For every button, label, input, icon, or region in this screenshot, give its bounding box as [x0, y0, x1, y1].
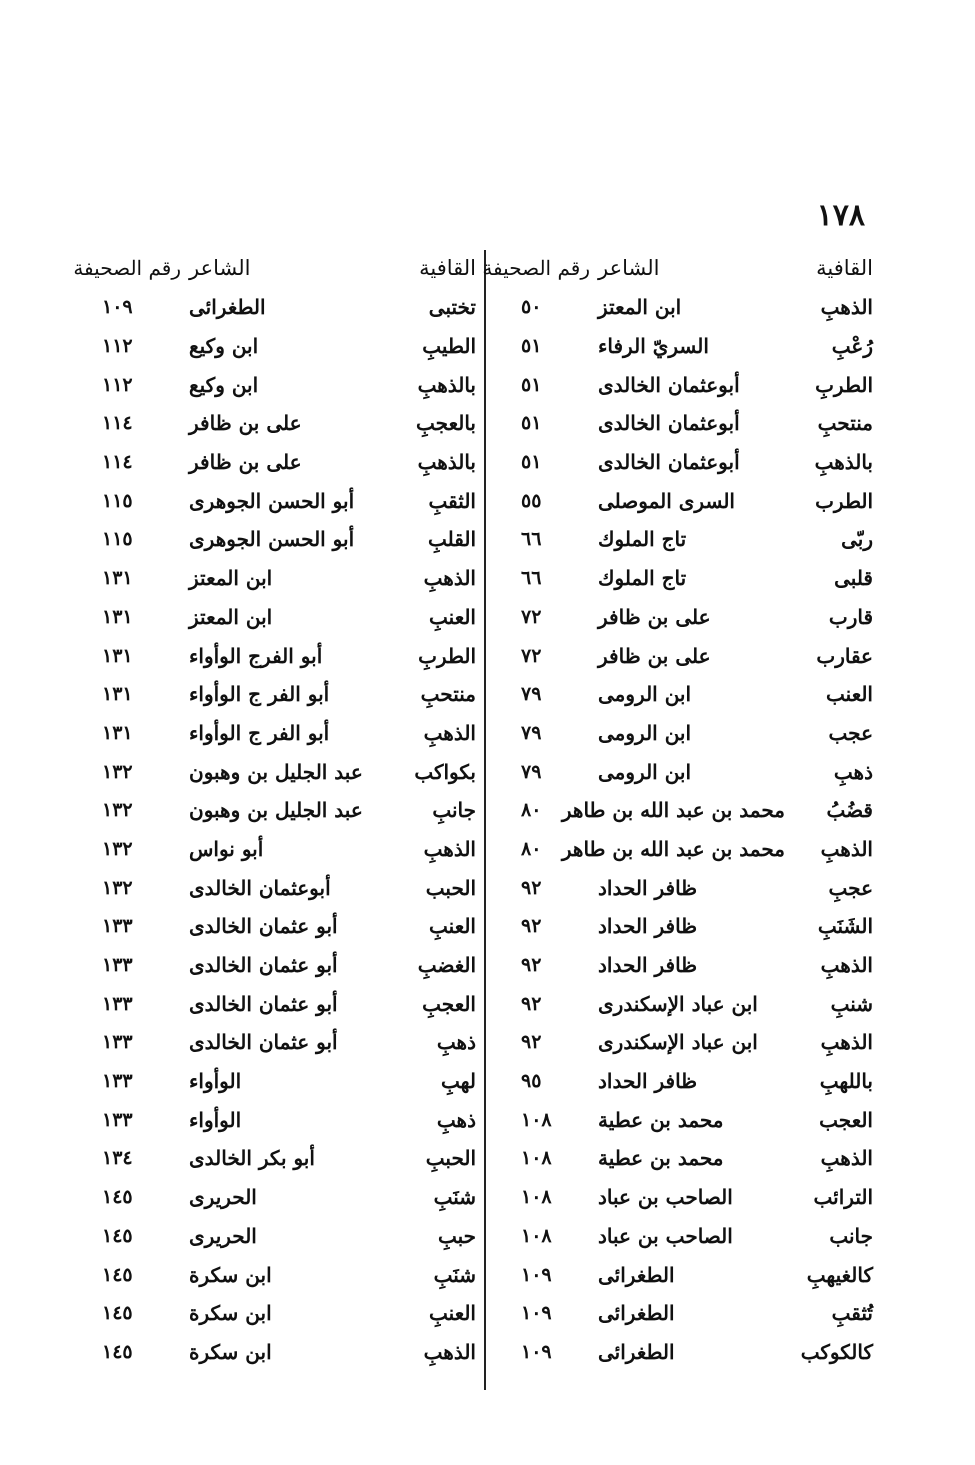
table-row — [82, 675, 476, 714]
table-row — [82, 714, 476, 753]
page-number-cell: ١٣٢ — [102, 837, 133, 860]
page-number-cell: ١٠٨ — [521, 1108, 552, 1131]
poet-cell: على بن ظافر — [189, 450, 302, 475]
table-row — [495, 791, 873, 830]
table-row — [495, 559, 873, 598]
poet-cell: ابن الرومى — [598, 682, 692, 707]
rhyme-cell: عجب — [828, 720, 873, 745]
page-number-cell: ١٠٩ — [521, 1263, 552, 1286]
page-number-cell: ٨٠ — [521, 837, 542, 860]
poet-cell: السريّ الرفاء — [598, 334, 709, 359]
table-row — [82, 791, 476, 830]
table-row — [495, 481, 873, 520]
rhyme-cell: ذهبِ — [833, 759, 873, 784]
poet-cell: ظافر الحداد — [598, 914, 698, 939]
table-row — [495, 752, 873, 791]
page-number-cell: ١٤٥ — [102, 1186, 133, 1209]
table-row — [82, 907, 476, 946]
page-number-cell: ١٠٩ — [521, 1340, 552, 1363]
page-number-cell: ٧٩ — [521, 760, 542, 783]
table-row — [495, 830, 873, 869]
page-number-cell: ٥١ — [521, 335, 542, 358]
rhyme-cell: الذهبِ — [423, 1339, 476, 1364]
poet-cell: محمد بن عبد الله بن طاهر — [561, 798, 785, 823]
page-number-cell: ١٠٨ — [521, 1147, 552, 1170]
table-row — [82, 365, 476, 404]
poet-cell: ابن عباد الإسكندرى — [598, 1030, 758, 1055]
rhyme-cell: الذهبِ — [820, 1146, 873, 1171]
table-row — [82, 752, 476, 791]
rhyme-cell: بالذهبِ — [417, 450, 476, 475]
rhyme-cell: شنبِ — [830, 991, 873, 1016]
rhyme-cell: العجبِ — [422, 991, 476, 1016]
poet-cell: أبوعثمان الخالدى — [598, 450, 740, 475]
rhyme-cell: عجبِ — [828, 875, 873, 900]
rhyme-cell: العنبِ — [429, 914, 476, 939]
rhyme-cell: الذهبِ — [820, 836, 873, 861]
page-number-cell: ٩٥ — [521, 1070, 542, 1093]
poet-cell: ابن وكيع — [189, 372, 259, 397]
rhyme-cell: لهبِ — [441, 1069, 476, 1094]
page-number-cell: ١٣١ — [102, 567, 133, 590]
table-row — [495, 598, 873, 637]
poet-cell: ابن سكرة — [189, 1339, 272, 1364]
poet-cell: أبوعثمان الخالدى — [189, 875, 331, 900]
table-row — [495, 907, 873, 946]
poet-cell: السرى الموصلى — [598, 488, 735, 513]
page-number-cell: ١٣٣ — [102, 915, 133, 938]
poet-cell: تاج الملوك — [598, 527, 687, 552]
table-row — [82, 830, 476, 869]
page-number-cell: ٦٦ — [521, 567, 542, 590]
page-number-cell: ١٣٢ — [102, 799, 133, 822]
poet-cell: ابن عباد الإسكندرى — [598, 991, 758, 1016]
rhyme-cell: منتحبِ — [817, 411, 873, 436]
page-number-cell: ٧٢ — [521, 605, 542, 628]
page-number-cell: ١٠٩ — [102, 296, 133, 319]
table-row — [495, 1178, 873, 1217]
table-row — [82, 1062, 476, 1101]
table-row — [82, 636, 476, 675]
left-table-header — [73, 248, 476, 288]
table-row — [495, 1139, 873, 1178]
poet-cell: الطغرائى — [598, 1301, 675, 1326]
poet-cell: أبو عثمان الخالدى — [189, 914, 338, 939]
rhyme-cell: العنبِ — [429, 604, 476, 629]
rhyme-cell: الثقبِ — [428, 488, 476, 513]
table-row — [82, 327, 476, 366]
rhyme-cell: ذهبِ — [436, 1030, 476, 1055]
table-row — [495, 404, 873, 443]
poet-cell: ابن سكرة — [189, 1262, 272, 1287]
page-number-cell: ١١٤ — [102, 412, 133, 435]
table-row — [495, 1062, 873, 1101]
poet-cell: ظافر الحداد — [598, 875, 698, 900]
table-row — [82, 1294, 476, 1333]
poet-cell: الحريرى — [189, 1185, 257, 1210]
header-rhyme: القافية — [419, 256, 476, 280]
rhyme-cell: ذهبِ — [436, 1107, 476, 1132]
rhyme-cell: الحببِ — [425, 1146, 476, 1171]
poet-cell: أبو بكر الخالدى — [189, 1146, 315, 1171]
rhyme-cell: الطرب — [815, 488, 873, 513]
page-number-cell: ٩٢ — [521, 992, 542, 1015]
page-number-cell: ١٣١ — [102, 721, 133, 744]
table-row — [82, 1178, 476, 1217]
rhyme-cell: ربّى — [841, 527, 873, 552]
page-number-cell: ٥١ — [521, 373, 542, 396]
page-number-cell: ١٤٥ — [102, 1263, 133, 1286]
page-number-cell: ١٣١ — [102, 644, 133, 667]
poet-cell: أبو عثمان الخالدى — [189, 953, 338, 978]
poet-cell: الطغرائى — [598, 1339, 675, 1364]
left-index-table — [73, 248, 476, 1371]
rhyme-cell: بالذهبِ — [417, 372, 476, 397]
page-number-cell: ٥٥ — [521, 489, 542, 512]
page-number-cell: ٥١ — [521, 451, 542, 474]
table-row — [495, 1023, 873, 1062]
poet-cell: أبو نواس — [189, 836, 264, 861]
rhyme-cell: شنَبِ — [433, 1185, 476, 1210]
table-row — [495, 1100, 873, 1139]
poet-cell: الصاحب بن عباد — [598, 1185, 733, 1210]
table-row — [82, 443, 476, 482]
table-row — [495, 984, 873, 1023]
poet-cell: محمد بن عبد الله بن طاهر — [561, 836, 785, 861]
poet-cell: ابن المعتز — [189, 604, 273, 629]
table-row — [495, 1255, 873, 1294]
page-number-cell: ١٣٤ — [102, 1147, 133, 1170]
table-row — [495, 636, 873, 675]
page-number-cell: ١٠٩ — [521, 1302, 552, 1325]
poet-cell: ابن الرومى — [598, 720, 692, 745]
poet-cell: أبو الفر ج الوأواء — [189, 720, 330, 745]
table-row — [495, 675, 873, 714]
table-row — [495, 443, 873, 482]
poet-cell: أبو الحسن الجوهرى — [189, 488, 355, 513]
rhyme-cell: جانب — [829, 1223, 873, 1248]
page-number-cell: ٧٩ — [521, 721, 542, 744]
rhyme-cell: بالعجبِ — [416, 411, 476, 436]
poet-cell: ابن الرومى — [598, 759, 692, 784]
table-row — [82, 984, 476, 1023]
poet-cell: ظافر الحداد — [598, 1069, 698, 1094]
header-page: رقم الصحيفة — [482, 256, 590, 280]
rhyme-cell: منتحبِ — [420, 682, 476, 707]
table-row — [82, 481, 476, 520]
table-row — [495, 1217, 873, 1256]
rhyme-cell: بالذهبِ — [814, 450, 873, 475]
rhyme-cell: بكواكب — [414, 759, 476, 784]
page-number-cell: ١١٢ — [102, 373, 133, 396]
page-number-cell: ١٣١ — [102, 605, 133, 628]
poet-cell: تاج الملوك — [598, 566, 687, 591]
table-row — [82, 598, 476, 637]
page-number-cell: ١٣٣ — [102, 1070, 133, 1093]
poet-cell: أبو الحسن الجوهرى — [189, 527, 355, 552]
left-table-body — [82, 288, 476, 1371]
poet-cell: الطغرائى — [189, 295, 266, 320]
page-number-cell: ٩٢ — [521, 954, 542, 977]
poet-cell: الوأواء — [189, 1107, 242, 1132]
poet-cell: محمد بن عطية — [598, 1107, 724, 1132]
rhyme-cell: قلبى — [834, 566, 873, 591]
poet-cell: الصاحب بن عباد — [598, 1223, 733, 1248]
page-number-cell: ١١٥ — [102, 528, 133, 551]
table-row — [495, 714, 873, 753]
rhyme-cell: تُثقبِ — [831, 1301, 873, 1326]
rhyme-cell: قارب — [828, 604, 873, 629]
rhyme-cell: قضُبُ — [826, 798, 873, 823]
rhyme-cell: العنبِ — [429, 1301, 476, 1326]
rhyme-cell: الذهبِ — [820, 295, 873, 320]
page-number-cell: ٥٠ — [521, 296, 542, 319]
page-number-cell: ٧٩ — [521, 683, 542, 706]
table-row — [82, 288, 476, 327]
table-row — [82, 559, 476, 598]
table-row — [495, 868, 873, 907]
poet-cell: على بن ظافر — [598, 604, 711, 629]
table-row — [495, 365, 873, 404]
page-number-cell: ١٣٣ — [102, 1108, 133, 1131]
page-number: ١٧٨ — [816, 198, 865, 233]
poet-cell: ظافر الحداد — [598, 953, 698, 978]
rhyme-cell: كالكوكب — [800, 1339, 873, 1364]
page-number-cell: ١١٥ — [102, 489, 133, 512]
rhyme-cell: الطيبِ — [422, 334, 476, 359]
right-table-body — [495, 288, 873, 1371]
poet-cell: عبد الجليل بن وهبون — [189, 759, 363, 784]
header-rhyme: القافية — [816, 256, 873, 280]
table-row — [82, 1255, 476, 1294]
page-number-cell: ١٣٣ — [102, 954, 133, 977]
rhyme-cell: حببِ — [437, 1223, 476, 1248]
rhyme-cell: الذهبِ — [423, 836, 476, 861]
page-number-cell: ١٠٨ — [521, 1224, 552, 1247]
header-poet: الشاعر — [189, 256, 251, 280]
table-row — [495, 288, 873, 327]
table-row — [82, 404, 476, 443]
poet-cell: أبو عثمان الخالدى — [189, 1030, 338, 1055]
poet-cell: ابن المعتز — [598, 295, 682, 320]
rhyme-cell: العنب — [826, 682, 873, 707]
poet-cell: أبو الفرج الوأواء — [189, 643, 323, 668]
poet-cell: عبد الجليل بن وهبون — [189, 798, 363, 823]
poet-cell: على بن ظافر — [598, 643, 711, 668]
page-number-cell: ٩٢ — [521, 1031, 542, 1054]
table-row — [495, 1333, 873, 1372]
rhyme-cell: رُعْبِ — [831, 334, 873, 359]
poet-cell: أبوعثمان الخالدى — [598, 372, 740, 397]
page-number-cell: ٩٢ — [521, 876, 542, 899]
rhyme-cell: القلبِ — [427, 527, 476, 552]
rhyme-cell: الذهبِ — [820, 1030, 873, 1055]
rhyme-cell: الشَنَبِ — [817, 914, 873, 939]
rhyme-cell: الغضبِ — [417, 953, 476, 978]
table-row — [495, 520, 873, 559]
poet-cell: الحريرى — [189, 1223, 257, 1248]
page-number-cell: ١٠٨ — [521, 1186, 552, 1209]
page-number-cell: ١١٤ — [102, 451, 133, 474]
rhyme-cell: باللهبِ — [819, 1069, 873, 1094]
poet-cell: أبو عثمان الخالدى — [189, 991, 338, 1016]
table-row — [82, 946, 476, 985]
page-number-cell: ١٣٢ — [102, 876, 133, 899]
rhyme-cell: كالغيهبِ — [806, 1262, 873, 1287]
table-row — [82, 868, 476, 907]
rhyme-cell: الطربِ — [815, 372, 873, 397]
page-number-cell: ١١٢ — [102, 335, 133, 358]
page-number-cell: ٦٦ — [521, 528, 542, 551]
page-number-cell: ١٣٣ — [102, 1031, 133, 1054]
table-row — [82, 1139, 476, 1178]
poet-cell: على بن ظافر — [189, 411, 302, 436]
rhyme-cell: الحبب — [425, 875, 476, 900]
table-row — [82, 520, 476, 559]
rhyme-cell: الذهبِ — [423, 566, 476, 591]
poet-cell: الطغرائى — [598, 1262, 675, 1287]
poet-cell: الوأواء — [189, 1069, 242, 1094]
column-divider — [484, 250, 486, 1390]
page-number-cell: ١٣١ — [102, 683, 133, 706]
page-number-cell: ١٣٢ — [102, 760, 133, 783]
rhyme-cell: الذهبِ — [423, 720, 476, 745]
rhyme-cell: الترائب — [813, 1185, 873, 1210]
poet-cell: ابن وكيع — [189, 334, 259, 359]
header-page: رقم الصحيفة — [73, 256, 181, 280]
poet-cell: أبو الفر ج الوأواء — [189, 682, 330, 707]
page-number-cell: ١٤٥ — [102, 1340, 133, 1363]
page-number-cell: ٧٢ — [521, 644, 542, 667]
right-table-header — [482, 248, 873, 288]
page-number-cell: ٩٢ — [521, 915, 542, 938]
page-number-cell: ١٣٣ — [102, 992, 133, 1015]
table-row — [495, 327, 873, 366]
rhyme-cell: تختبى — [428, 295, 476, 320]
rhyme-cell: الطربِ — [418, 643, 476, 668]
poet-cell: محمد بن عطية — [598, 1146, 724, 1171]
page-number-cell: ١٤٥ — [102, 1224, 133, 1247]
rhyme-cell: عقارب — [816, 643, 873, 668]
table-row — [495, 1294, 873, 1333]
table-row — [82, 1023, 476, 1062]
rhyme-cell: الذهبِ — [820, 953, 873, 978]
right-index-table — [482, 248, 873, 1371]
page-number-cell: ٨٠ — [521, 799, 542, 822]
header-poet: الشاعر — [598, 256, 660, 280]
page-number-cell: ١٤٥ — [102, 1302, 133, 1325]
rhyme-cell: جانبِ — [432, 798, 476, 823]
table-row — [495, 946, 873, 985]
poet-cell: ابن سكرة — [189, 1301, 272, 1326]
rhyme-cell: العجب — [819, 1107, 873, 1132]
rhyme-cell: شنَبِ — [433, 1262, 476, 1287]
poet-cell: أبوعثمان الخالدى — [598, 411, 740, 436]
table-row — [82, 1100, 476, 1139]
poet-cell: ابن المعتز — [189, 566, 273, 591]
table-row — [82, 1333, 476, 1372]
table-row — [82, 1217, 476, 1256]
page-number-cell: ٥١ — [521, 412, 542, 435]
